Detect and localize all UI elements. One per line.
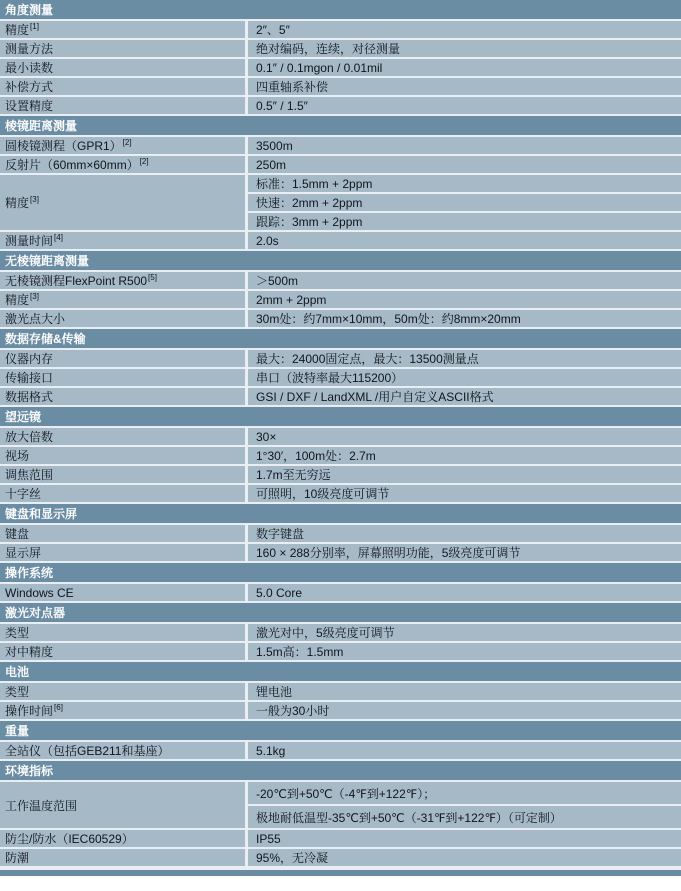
- spec-label: 显示屏: [5, 546, 42, 560]
- spec-row: [0, 156, 681, 175]
- spec-value: 1.7m至无穷远: [256, 468, 331, 482]
- spec-row: [0, 782, 681, 830]
- spec-label-cell: [0, 683, 248, 700]
- spec-value: 快速：2mm + 2ppm: [248, 194, 681, 213]
- spec-value-col: [248, 78, 681, 95]
- spec-label: 圆棱镜测程（GPR1）: [5, 139, 122, 153]
- spec-label-cell: [0, 830, 248, 847]
- spec-label-cell: [0, 156, 248, 173]
- spec-value-col: [248, 624, 681, 641]
- spec-label-cell: [0, 466, 248, 483]
- spec-value: 2″、5″: [256, 23, 290, 37]
- section-header: 电池: [0, 662, 681, 683]
- spec-label-cell: [0, 369, 248, 386]
- section-header: 望远镜: [0, 407, 681, 428]
- spec-label-cell: [0, 447, 248, 464]
- spec-row: [0, 272, 681, 291]
- spec-label-cell: [0, 21, 248, 38]
- spec-label: 补偿方式: [5, 80, 54, 94]
- spec-value-col: [248, 584, 681, 601]
- spec-label-cell: [0, 291, 248, 308]
- section-header: 环境指标: [0, 761, 681, 782]
- spec-value-col: [248, 97, 681, 114]
- section-header: 键盘和显示屏: [0, 504, 681, 525]
- spec-label-cell: [0, 350, 248, 367]
- spec-row: [0, 137, 681, 156]
- spec-value-col: [248, 388, 681, 405]
- spec-value-col: [248, 544, 681, 561]
- spec-value: 5.0 Core: [256, 585, 303, 600]
- spec-value: -20℃到+50℃（-4℉到+122℉）；: [248, 782, 681, 806]
- section-header: 操作系统: [0, 563, 681, 584]
- spec-value-col: [248, 830, 681, 847]
- spec-value: 最大：24000固定点，最大：13500测量点: [256, 352, 479, 366]
- spec-row: [0, 291, 681, 310]
- spec-row: [0, 310, 681, 329]
- spec-value-col: [248, 291, 681, 308]
- spec-label-cell: [0, 272, 248, 289]
- spec-value: 30×: [256, 429, 277, 444]
- spec-row: [0, 97, 681, 116]
- spec-label: 工作温度范围: [5, 798, 78, 813]
- spec-value: ＞500m: [256, 274, 299, 288]
- spec-value-col: [248, 643, 681, 660]
- spec-value: 3500m: [256, 138, 293, 153]
- spec-label: 十字丝: [5, 487, 42, 501]
- spec-row: [0, 643, 681, 662]
- spec-label-cell: [0, 175, 248, 230]
- spec-value: 绝对编码，连续，对径测量: [256, 42, 401, 56]
- section-header: 重量: [0, 721, 681, 742]
- spec-value: 标准：1.5mm + 2ppm: [248, 175, 681, 194]
- spec-label-cell: [0, 544, 248, 561]
- footnote-ref: [6]: [54, 702, 63, 712]
- spec-label: 键盘: [5, 527, 30, 541]
- spec-label-cell: [0, 388, 248, 405]
- spec-row: [0, 350, 681, 369]
- spec-label: 设置精度: [5, 99, 54, 113]
- spec-value: 1.5m高：1.5mm: [256, 645, 344, 659]
- spec-label-cell: [0, 97, 248, 114]
- spec-row: [0, 388, 681, 407]
- section-header: 激光对点器: [0, 603, 681, 624]
- spec-value-col: [248, 369, 681, 386]
- spec-label: 反射片（60mm×60mm）: [5, 158, 139, 172]
- spec-label: 最小读数: [5, 61, 54, 75]
- spec-label: 全站仪（包括GEB211和基座）: [5, 744, 170, 758]
- spec-value: 串口（波特率最大115200）: [256, 371, 404, 385]
- spec-row: [0, 849, 681, 868]
- spec-label: 视场: [5, 449, 30, 463]
- spec-value: 0.1″ / 0.1mgon / 0.01mil: [256, 60, 383, 75]
- spec-row: [0, 447, 681, 466]
- spec-value-col: [248, 525, 681, 542]
- spec-row: [0, 369, 681, 388]
- spec-value-col: [248, 21, 681, 38]
- spec-row: [0, 175, 681, 232]
- spec-value: 2.0s: [256, 233, 279, 248]
- spec-label: 放大倍数: [5, 430, 54, 444]
- spec-value-col: [248, 40, 681, 57]
- footnote-ref: [3]: [30, 291, 39, 301]
- spec-label-cell: [0, 849, 248, 866]
- spec-value-col: [248, 702, 681, 719]
- spec-row: [0, 466, 681, 485]
- spec-row: [0, 525, 681, 544]
- spec-value-col: [248, 466, 681, 483]
- spec-value: 可照明，10级亮度可调节: [256, 487, 390, 501]
- spec-row: [0, 485, 681, 504]
- spec-value: 2mm + 2ppm: [256, 292, 327, 307]
- spec-value-col: [248, 782, 681, 828]
- spec-row: [0, 683, 681, 702]
- spec-row: [0, 544, 681, 563]
- spec-value: IP55: [256, 831, 281, 846]
- spec-value: 跟踪：3mm + 2ppm: [256, 215, 363, 229]
- spec-label: 激光点大小: [5, 312, 66, 326]
- footnote-ref: [4]: [54, 232, 63, 242]
- spec-label-cell: [0, 40, 248, 57]
- spec-label-cell: [0, 78, 248, 95]
- section-header: 棱镜距离测量: [0, 116, 681, 137]
- spec-value: 极地耐低温型-35℃到+50℃（-31℉到+122℉）（可定制）: [256, 810, 562, 825]
- spec-label: 测量方法: [5, 42, 54, 56]
- spec-label-cell: [0, 232, 248, 249]
- spec-label: 传输接口: [5, 371, 54, 385]
- footnote-ref: [2]: [139, 156, 149, 166]
- spec-value: 一般为30小时: [256, 704, 330, 718]
- spec-label-cell: [0, 782, 248, 828]
- spec-label: 操作时间: [5, 704, 54, 718]
- spec-value: 5.1kg: [256, 743, 286, 758]
- spec-row: [0, 59, 681, 78]
- spec-value-col: [248, 272, 681, 289]
- spec-label: 防尘/防水（IEC60529）: [5, 832, 134, 846]
- spec-value: 数字键盘: [256, 527, 305, 541]
- spec-label-cell: [0, 702, 248, 719]
- spec-label: 精度: [5, 293, 30, 307]
- section-header: 角度测量: [0, 0, 681, 21]
- spec-value-col: [248, 310, 681, 327]
- spec-value: 160 × 288分别率，屏幕照明功能，5级亮度可调节: [256, 546, 521, 560]
- spec-row: [0, 78, 681, 97]
- spec-row: [0, 584, 681, 603]
- spec-label: 类型: [5, 685, 30, 699]
- footnote-ref: [3]: [30, 194, 39, 204]
- spec-label: 对中精度: [5, 645, 54, 659]
- spec-label: 无棱镜测程FlexPoint R500: [5, 274, 148, 288]
- spec-value-col: [248, 175, 681, 230]
- spec-value: 250m: [256, 157, 287, 172]
- spec-label: 仪器内存: [5, 352, 54, 366]
- spec-label-cell: [0, 59, 248, 76]
- spec-value-col: [248, 447, 681, 464]
- spec-label: Windows CE: [5, 585, 74, 600]
- spec-label-cell: [0, 525, 248, 542]
- spec-label-cell: [0, 643, 248, 660]
- spec-row: [0, 232, 681, 251]
- spec-label-cell: [0, 428, 248, 445]
- spec-label-cell: [0, 584, 248, 601]
- spec-label-cell: [0, 624, 248, 641]
- spec-label: 调焦范围: [5, 468, 54, 482]
- spec-value-col: [248, 428, 681, 445]
- spec-row: [0, 21, 681, 40]
- spec-label: 测量时间: [5, 234, 54, 248]
- footnote-ref: [1]: [30, 21, 39, 31]
- spec-value: 0.5″ / 1.5″: [256, 98, 308, 113]
- spec-value-col: [248, 849, 681, 866]
- spec-value: 激光对中，5级亮度可调节: [256, 626, 395, 640]
- spec-row: [0, 702, 681, 721]
- spec-label-cell: [0, 310, 248, 327]
- spec-value: 30m处：约7mm×10mm，50m处：约8mm×20mm: [256, 312, 521, 326]
- spec-row: [0, 830, 681, 849]
- spec-label: 数据格式: [5, 390, 54, 404]
- spec-row: [0, 428, 681, 447]
- spec-row: [0, 40, 681, 59]
- spec-value-col: [248, 137, 681, 154]
- spec-label-cell: [0, 485, 248, 502]
- spec-label: 精度: [5, 196, 30, 210]
- spec-value: GSI / DXF / LandXML /用户自定义ASCII格式: [256, 390, 494, 404]
- spec-label: 精度: [5, 23, 30, 37]
- footnote-ref: [5]: [148, 272, 157, 282]
- spec-row: [0, 624, 681, 643]
- spec-label: 类型: [5, 626, 30, 640]
- spec-value: 1°30′，100m处：2.7m: [256, 449, 376, 463]
- spec-value-col: [248, 350, 681, 367]
- spec-value: 锂电池: [256, 685, 293, 699]
- spec-value-col: [248, 742, 681, 759]
- spec-label-cell: [0, 137, 248, 154]
- spec-value-col: [248, 485, 681, 502]
- spec-value: 四重轴系补偿: [256, 80, 329, 94]
- spec-label-cell: [0, 742, 248, 759]
- spec-row: [0, 742, 681, 761]
- spec-value-col: [248, 683, 681, 700]
- spec-value: 95%，无冷凝: [256, 851, 329, 865]
- partial-section-strip: [0, 868, 681, 876]
- section-header: 数据存储&传输: [0, 329, 681, 350]
- footnote-ref: [2]: [122, 137, 132, 147]
- spec-label: 防潮: [5, 851, 30, 865]
- spec-value-col: [248, 156, 681, 173]
- spec-value-col: [248, 232, 681, 249]
- spec-value-col: [248, 59, 681, 76]
- section-header: 无棱镜距离测量: [0, 251, 681, 272]
